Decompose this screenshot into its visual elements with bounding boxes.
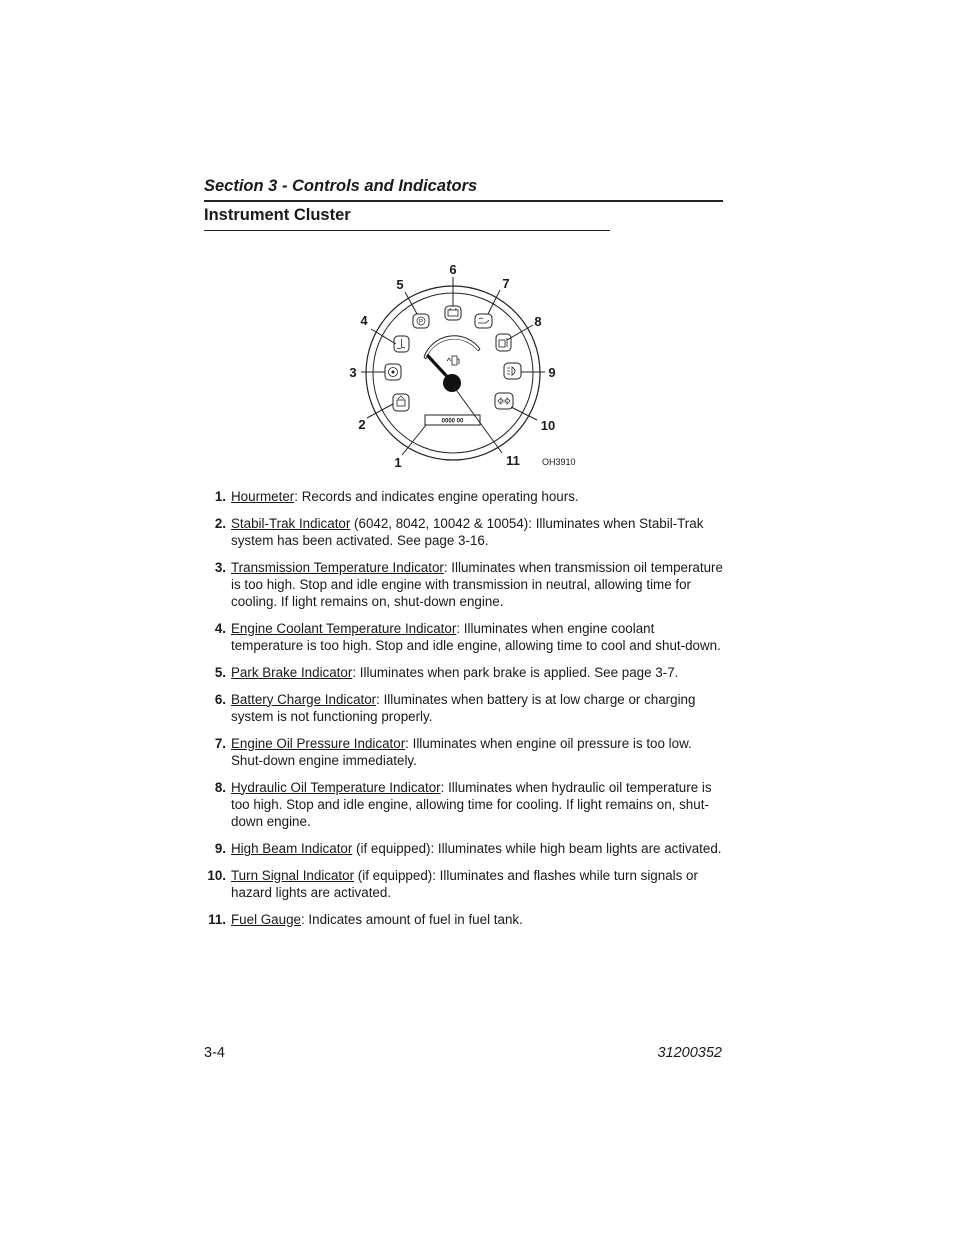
item-number: 10. bbox=[207, 867, 226, 883]
item-description: : Records and indicates engine operating hours. bbox=[294, 489, 579, 504]
document-number: 31200352 bbox=[657, 1045, 722, 1061]
item-number: 6. bbox=[214, 691, 226, 707]
item-description: (if equipped): Illuminates and flashes while turn signals or hazard lights are activated. bbox=[231, 867, 698, 900]
callout-6: 6 bbox=[449, 262, 457, 277]
park-brake-lamp-icon bbox=[413, 314, 429, 328]
item-term: Stabil-Trak Indicator bbox=[231, 515, 351, 531]
item-description: : Illuminates when battery is at low charge or charging system is not functioning properly. bbox=[231, 691, 696, 724]
callout-5: 5 bbox=[396, 277, 404, 292]
hydraulic-oil-temperature-lamp-icon bbox=[496, 334, 511, 351]
callout-2: 2 bbox=[358, 417, 366, 432]
fuel-pump-icon bbox=[447, 356, 459, 365]
page-number: 3-4 bbox=[204, 1045, 225, 1061]
list-item bbox=[204, 691, 724, 726]
item-term: Turn Signal Indicator bbox=[231, 867, 355, 883]
coolant-temperature-lamp-icon bbox=[394, 336, 409, 352]
item-description: : Illuminates when engine coolant temperature is too high. Stop and idle engine, allowing time to cool and shut-down. bbox=[231, 620, 721, 654]
item-number: 9. bbox=[214, 840, 226, 856]
callout-7: 7 bbox=[502, 276, 510, 291]
list-item bbox=[204, 664, 724, 681]
stabil-trak-lamp-icon bbox=[393, 394, 409, 411]
item-number: 11. bbox=[208, 911, 226, 927]
hourmeter-value: 0000 00 bbox=[441, 418, 464, 425]
item-description: : Illuminates when transmission oil temperature is too high. Stop and idle engine with transmission in neutral, allowing time for cooling. If light remains on, shut-down engine. bbox=[231, 559, 723, 610]
item-description: : Indicates amount of fuel in fuel tank. bbox=[300, 911, 523, 927]
list-item bbox=[204, 867, 724, 902]
battery-charge-lamp-icon bbox=[445, 306, 461, 320]
item-term: Park Brake Indicator bbox=[231, 664, 353, 680]
list-item bbox=[204, 779, 724, 831]
instrument-cluster-figure bbox=[330, 255, 600, 475]
item-term: Fuel Gauge bbox=[231, 911, 301, 927]
callout-8: 8 bbox=[534, 314, 542, 329]
item-term: Hourmeter bbox=[231, 489, 295, 504]
list-item bbox=[204, 559, 724, 611]
list-item bbox=[204, 911, 724, 928]
subsection-rule bbox=[204, 230, 610, 231]
svg-text:P: P bbox=[418, 319, 424, 326]
indicator-list bbox=[204, 488, 724, 937]
item-number: 2. bbox=[214, 515, 226, 531]
item-number: 4. bbox=[214, 620, 226, 636]
item-term: Engine Oil Pressure Indicator bbox=[231, 735, 406, 751]
callout-3: 3 bbox=[349, 365, 357, 380]
item-term: Battery Charge Indicator bbox=[231, 691, 377, 707]
section-title: Section 3 - Controls and Indicators bbox=[204, 177, 478, 195]
item-description: : Illuminates when hydraulic oil temperature is too high. Stop and idle engine, allowing time for cooling. If light remains on, shut-down engine. bbox=[231, 779, 712, 830]
fuel-gauge-arc bbox=[424, 336, 480, 357]
item-term: Engine Coolant Temperature Indicator bbox=[231, 620, 457, 636]
list-item bbox=[204, 515, 724, 550]
item-term: Transmission Temperature Indicator bbox=[231, 559, 444, 575]
item-description: (6042, 8042, 10042 & 10054): Illuminates when Stabil-Trak system has been activated. See page 3-16. bbox=[231, 515, 704, 548]
header-rule bbox=[204, 200, 723, 202]
item-description: (if equipped): Illuminates while high beam lights are activated. bbox=[352, 840, 722, 856]
item-number: 7. bbox=[214, 735, 226, 751]
callout-4: 4 bbox=[360, 313, 368, 328]
high-beam-lamp-icon bbox=[504, 363, 521, 379]
item-description: : Illuminates when engine oil pressure is too low. Shut-down engine immediately. bbox=[231, 735, 692, 768]
figure-code: OH3910 bbox=[542, 457, 576, 467]
list-item bbox=[204, 488, 724, 505]
callout-1: 1 bbox=[394, 455, 402, 470]
item-number: 3. bbox=[214, 559, 226, 575]
item-number: 1. bbox=[214, 489, 226, 504]
oil-pressure-lamp-icon bbox=[475, 314, 492, 328]
item-term: Hydraulic Oil Temperature Indicator bbox=[231, 779, 441, 795]
callout-10: 10 bbox=[540, 418, 556, 433]
gauge-hub bbox=[443, 374, 461, 392]
list-item bbox=[204, 620, 724, 655]
item-number: 8. bbox=[214, 779, 226, 795]
item-number: 5. bbox=[214, 664, 226, 680]
turn-signal-lamp-icon bbox=[495, 393, 513, 409]
transmission-temperature-lamp-icon bbox=[385, 364, 401, 380]
list-item bbox=[204, 735, 724, 770]
item-description: : Illuminates when park brake is applied. See page 3-7. bbox=[352, 664, 679, 680]
callout-9: 9 bbox=[548, 365, 556, 380]
item-term: High Beam Indicator bbox=[231, 840, 353, 856]
list-item bbox=[204, 840, 724, 857]
subsection-title: Instrument Cluster bbox=[204, 206, 351, 224]
callout-11: 11 bbox=[506, 453, 520, 468]
